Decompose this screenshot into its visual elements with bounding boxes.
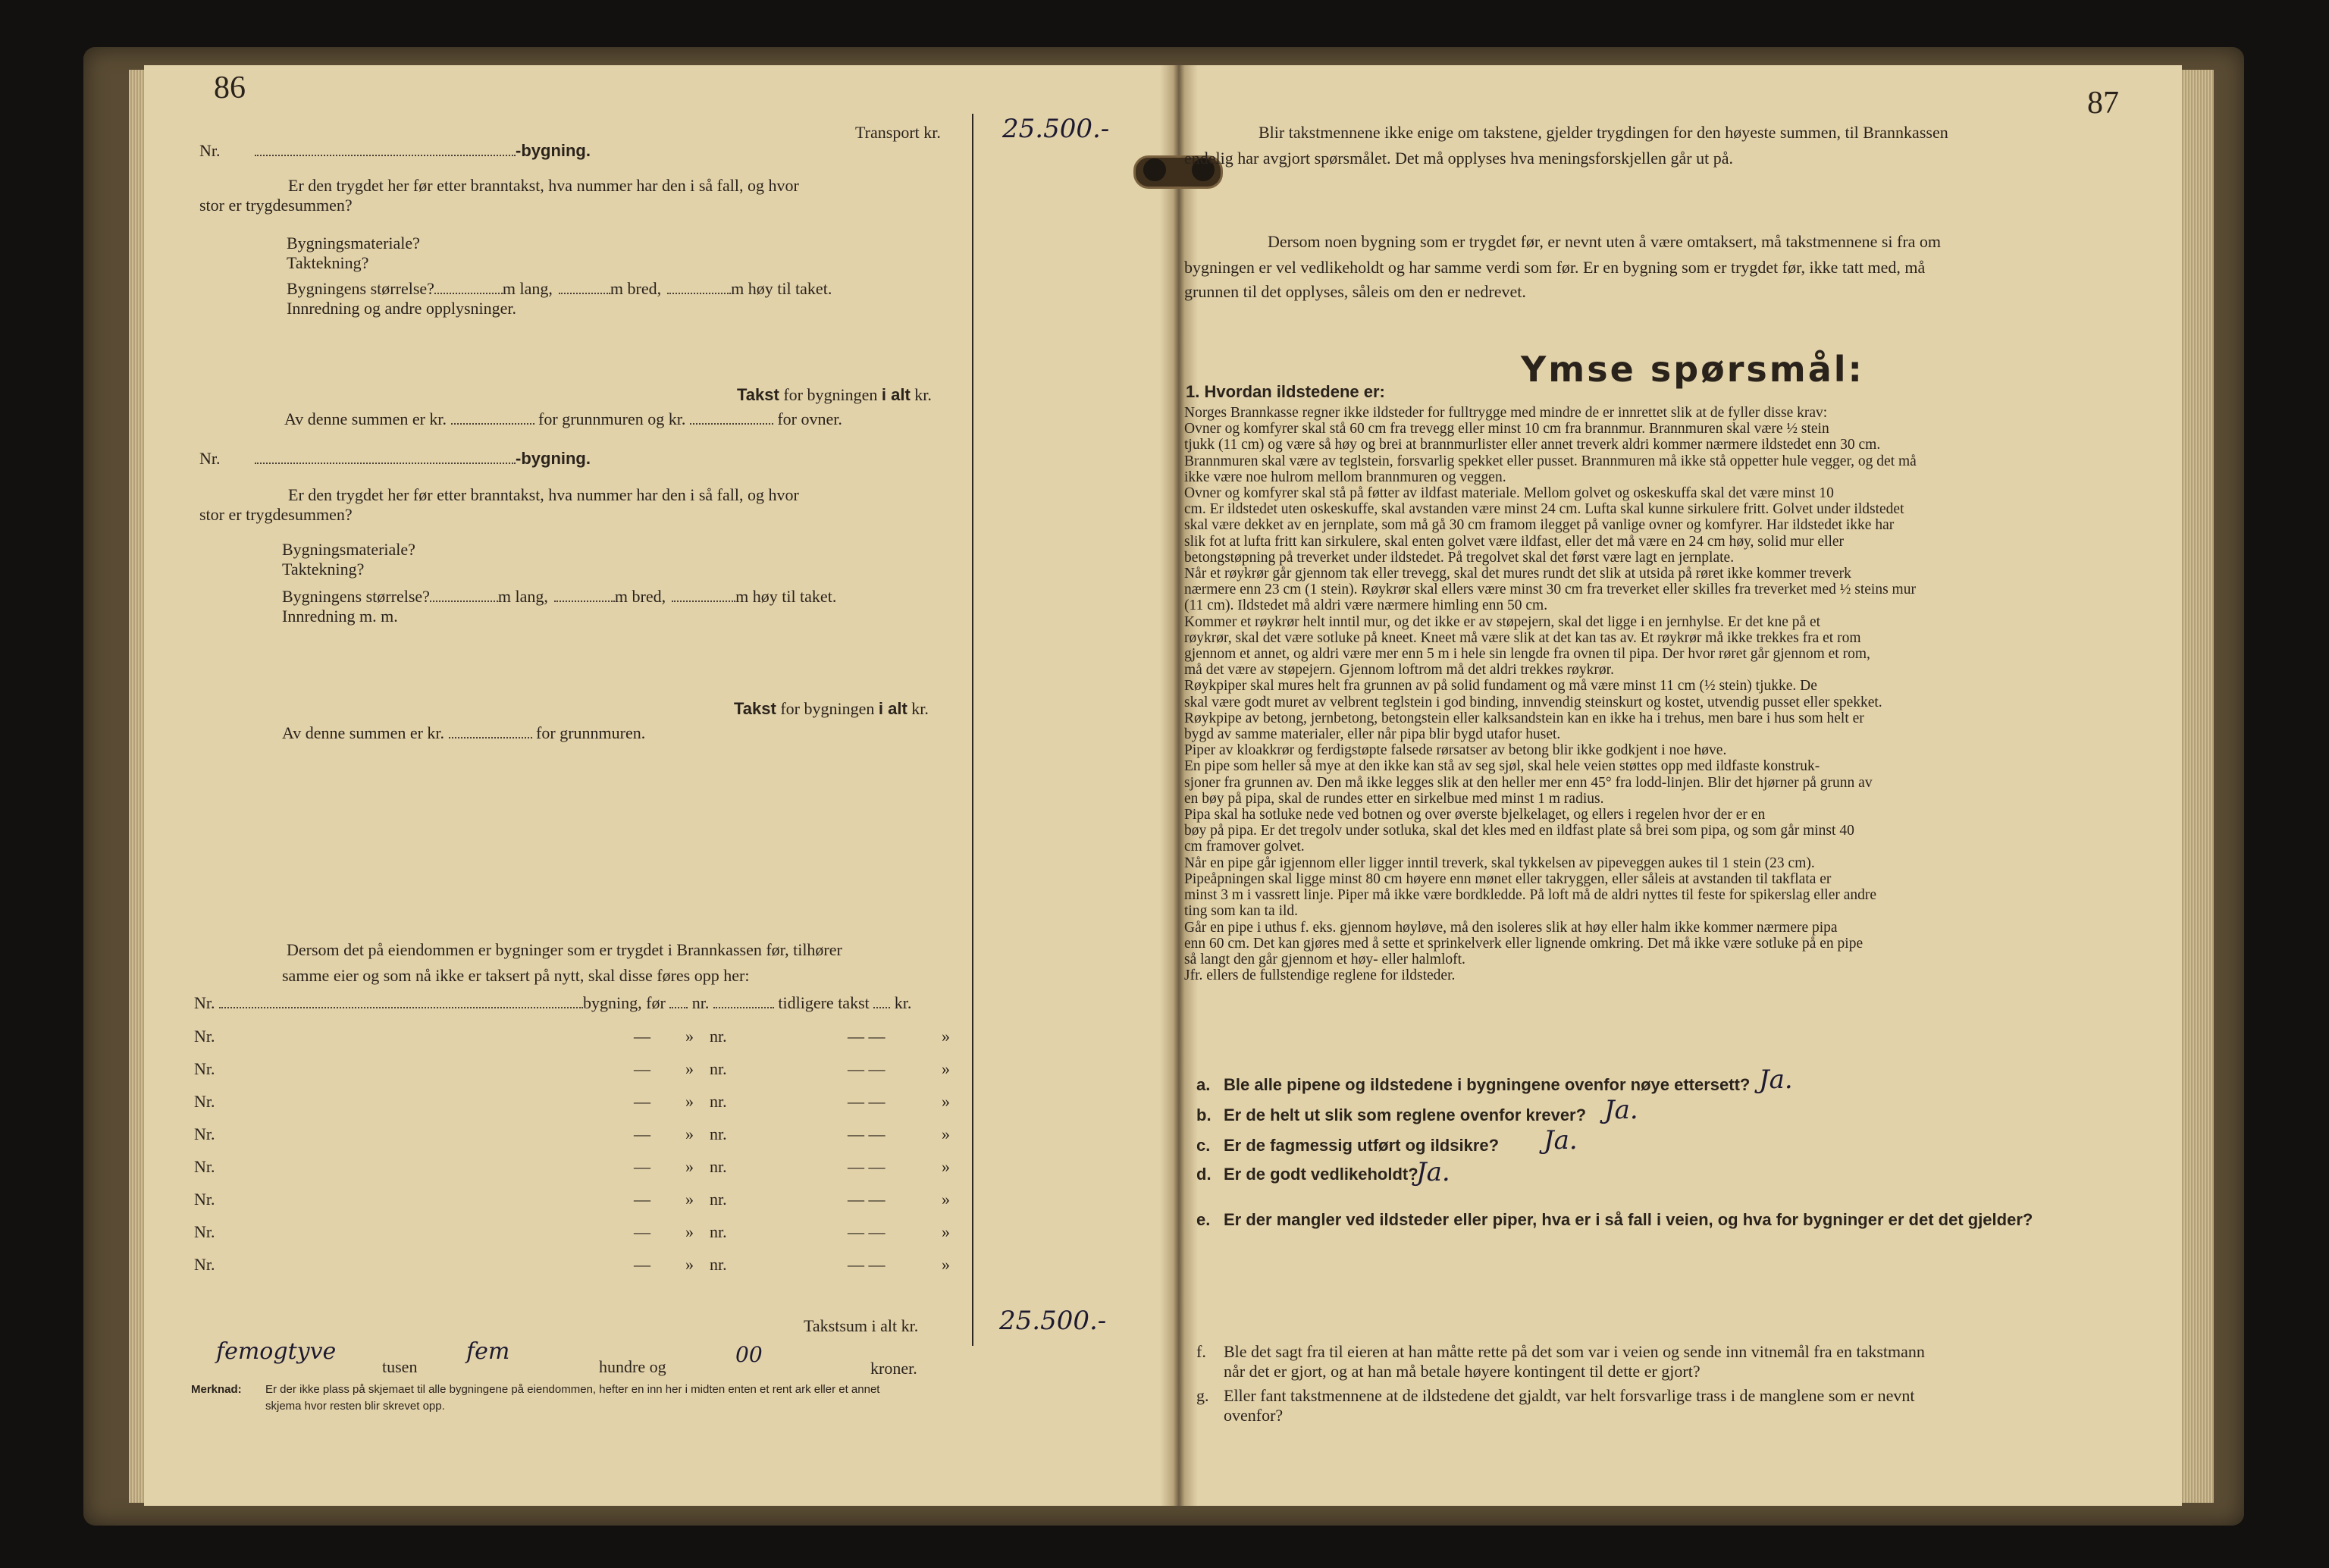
- sum-label: Av denne summen er kr.: [282, 723, 445, 742]
- rule-line: cm framover golvet.: [1184, 839, 1305, 855]
- rule-line: skal være dekket av en jernplate, som må gå 30 cm framom ilegget på vanlige ovner og komfyrer. Har ildstedet ikke har: [1184, 517, 1895, 534]
- rule-line: Piper av kloakkrør og ferdigstøpte falsede rørsatser av betong blir ikke godkjent i noe høve.: [1184, 742, 1727, 759]
- paragraph2: Dersom noen bygning som er trygdet før, er nevnt uten å være omtaksert, må takstmennene si fra om: [1268, 232, 1942, 251]
- intro-text-cont: endelig har avgjort spørsmålet. Det må opplyses hva meningsforskjellen går ut på.: [1184, 149, 1733, 168]
- row-dash-2: — —: [848, 1124, 886, 1143]
- sum-grunnmur: for grunnmuren og kr.: [538, 409, 686, 428]
- row-quote: »: [685, 1255, 694, 1274]
- rule-line: En pipe som heller så mye at den ikke kan stå av seg sjøl, skal hele veien støttes opp med ildfaste konstruk-: [1184, 758, 1820, 775]
- building1-bygning: -bygning.: [516, 141, 591, 160]
- rule-line: gjennom et annet, og aldri være mer enn 5 m i hele sin lengde fra ovnen til pipa. Der hvor røret går gjennom et rom,: [1184, 646, 1870, 663]
- question-g-label: g.: [1196, 1386, 1209, 1405]
- row-nr-label: nr.: [691, 993, 710, 1012]
- question-g-cont: ovenfor?: [1224, 1406, 1284, 1425]
- other-buildings-text-cont: samme eier og som nå ikke er taksert på nytt, skal disse føres opp her:: [282, 966, 750, 985]
- section-heading: Ymse spørsmål:: [1521, 349, 1864, 390]
- row-dash: —: [634, 1255, 650, 1274]
- row-dash: —: [634, 1092, 650, 1111]
- rule-line: betongstøpning på treverket under ildstedet. På tregolvet skal det først være lagt en jernplate.: [1184, 549, 1735, 566]
- merknad-text-cont: skjema hvor resten blir skrevet opp.: [265, 1400, 445, 1413]
- size-length: m lang,: [502, 279, 553, 298]
- size-height: m høy til taket.: [731, 279, 832, 298]
- rule-line: Pipa skal ha sotluke nede ved botnen og over øverste bjelkelaget, og ellers i regelen hvor der er en: [1184, 807, 1766, 823]
- rule-line: (11 cm). Ildstedet må aldri være nærmere himling enn 50 cm.: [1184, 597, 1548, 614]
- takst-word: Takst: [734, 699, 776, 718]
- question-d-label: d.: [1196, 1165, 1212, 1184]
- rule-line: Når et røykrør går gjennom tak eller trevegg, skal det mures rundt det slik at utsida på røret ikke kommer treverk: [1184, 566, 1851, 582]
- rule-line: Røykpipe av betong, jernbetong, betongstein eller kalksandstein kan en ikke ha i trehus, men bare i hus som helt er: [1184, 710, 1864, 726]
- page-number-right: 87: [2087, 86, 2119, 121]
- question-f: Ble det sagt fra til eieren at han måtte rette på det som var i veien og sende inn vitnemål fra en takstmann: [1224, 1342, 1925, 1361]
- row-dash-2: — —: [848, 1157, 886, 1176]
- row-quote: »: [685, 1092, 694, 1111]
- building1-question-cont: stor er trygdesummen?: [199, 196, 353, 215]
- row-dash-2: — —: [848, 1255, 886, 1274]
- row-quote: »: [685, 1190, 694, 1209]
- answer-b-handwritten: Ja.: [1604, 1095, 1638, 1125]
- row-dash: —: [634, 1059, 650, 1078]
- row-quote: »: [685, 1027, 694, 1046]
- rule-line: Går en pipe i uthus f. eks. gjennom høyløve, må den isoleres slik at høy eller halm ikke kommer nærmere pipa: [1184, 919, 1838, 936]
- takst-i-alt: i alt: [878, 699, 907, 718]
- row-nr: Nr.: [194, 1157, 215, 1176]
- fireplace-rules: [1184, 405, 2126, 983]
- takstsum-label: Takstsum i alt kr.: [804, 1316, 919, 1335]
- ore-handwritten: 00: [735, 1342, 763, 1367]
- takstsum-value-handwritten: 25.500.-: [999, 1306, 1107, 1336]
- row-quote: »: [685, 1124, 694, 1143]
- row-dash: —: [634, 1027, 650, 1046]
- question-f-label: f.: [1196, 1342, 1206, 1361]
- building2-sum: [282, 723, 645, 743]
- row-quote: »: [685, 1222, 694, 1241]
- takst-word: Takst: [737, 385, 779, 404]
- row-quote-2: »: [942, 1157, 950, 1176]
- other-buildings-text: Dersom det på eiendommen er bygninger som er trygdet i Brannkassen før, tilhører: [287, 940, 842, 959]
- row-nr: Nr.: [194, 1027, 215, 1046]
- building2-other: Innredning m. m.: [282, 607, 398, 626]
- size-label: Bygningens størrelse?: [287, 279, 434, 298]
- rule-line: Ovner og komfyrer skal stå 60 cm fra trevegg eller minst 10 cm fra brannmur. Brannmuren skal være ½ stein: [1184, 421, 1829, 437]
- building2-name-field: [255, 449, 591, 469]
- row-nr-label: nr.: [710, 1157, 727, 1176]
- building1-question: Er den trygdet her før etter branntakst, hva nummer har den i så fall, og hvor: [288, 176, 799, 195]
- question-b: Er de helt ut slik som reglene ovenfor krever?: [1224, 1105, 1587, 1124]
- building1-nr: Nr.: [199, 141, 221, 160]
- row-quote: »: [685, 1157, 694, 1176]
- question-c-label: c.: [1196, 1136, 1211, 1155]
- question-d: Er de godt vedlikeholdt?: [1224, 1165, 1418, 1184]
- row-quote-2: »: [942, 1255, 950, 1274]
- building1-material: Bygningsmateriale?: [287, 234, 420, 252]
- amount-words-handwritten: femogtyve: [216, 1338, 337, 1365]
- row-dash: —: [634, 1124, 650, 1143]
- row-dash-2: — —: [848, 1092, 886, 1111]
- question-b-label: b.: [1196, 1105, 1212, 1124]
- paragraph2-cont2: grunnen til det opplyses, såleis om den er nedrevet.: [1184, 282, 1526, 301]
- building2-roof: Taktekning?: [282, 560, 365, 579]
- row-dash-2: — —: [848, 1190, 886, 1209]
- row-dash-2: — —: [848, 1222, 886, 1241]
- row-nr-label: nr.: [710, 1059, 727, 1078]
- row-nr: Nr.: [194, 1190, 215, 1209]
- row-dash-2: — —: [848, 1059, 886, 1078]
- transport-label: Transport kr.: [855, 123, 941, 142]
- size-width: m bred,: [610, 279, 662, 298]
- tusen-label: tusen: [382, 1357, 418, 1376]
- question-a: Ble alle pipene og ildstedene i bygningene ovenfor nøye ettersett?: [1224, 1075, 1751, 1094]
- takst-for: for bygningen: [783, 385, 878, 404]
- sum-label: Av denne summen er kr.: [284, 409, 447, 428]
- rule-line: så langt den går gjennom et høy- eller halmloft.: [1184, 951, 1465, 967]
- rule-line: minst 3 m i vassrett linje. Piper må ikke være bordkledde. På loft må de aldri nyttes til feste for spikerslag eller andre: [1184, 887, 1877, 904]
- sum-ovner: for ovner.: [777, 409, 842, 428]
- row-nr-label: nr.: [710, 1124, 727, 1143]
- row-nr: Nr.: [194, 1124, 215, 1143]
- rule-line: en bøy på pipa, skal de rundes etter en sirkelbue med minst 1 m radius.: [1184, 790, 1604, 807]
- page-number-left: 86: [214, 71, 246, 105]
- sum-grunnmur: for grunnmuren.: [536, 723, 646, 742]
- answer-c-handwritten: Ja.: [1544, 1125, 1578, 1156]
- building2-material: Bygningsmateriale?: [282, 540, 415, 559]
- row-quote-2: »: [942, 1092, 950, 1111]
- takst-kr: kr.: [914, 385, 932, 404]
- row-quote-2: »: [942, 1027, 950, 1046]
- transport-value-handwritten: 25.500.-: [1002, 114, 1110, 144]
- row-nr-label: nr.: [710, 1255, 727, 1274]
- building2-question: Er den trygdet her før etter branntakst, hva nummer har den i så fall, og hvor: [288, 485, 799, 504]
- rule-line: ikke være noe hulrom mellom brannmuren og veggen.: [1184, 469, 1506, 485]
- rule-line: cm. Er ildstedet uten oskeskuffe, skal avstanden være minst 24 cm. Lufta skal kunne sirkulere fritt. Golvet under ildstedet: [1184, 501, 1904, 518]
- row-quote-2: »: [942, 1222, 950, 1241]
- table-row-first: [194, 993, 952, 1013]
- answer-d-handwritten: Ja.: [1416, 1157, 1450, 1187]
- size-label: Bygningens størrelse?: [282, 587, 430, 606]
- building2-size: [282, 587, 836, 607]
- row-dash: —: [634, 1222, 650, 1241]
- row-kr: kr.: [894, 993, 912, 1012]
- question-c: Er de fagmessig utført og ildsikre?: [1224, 1136, 1500, 1155]
- size-height: m høy til taket.: [735, 587, 837, 606]
- rule-line: Kommer et røykrør helt inntil mur, og det ikke er av støpejern, skal det ligge i en jernhylse. Er det kne på et: [1184, 613, 1821, 630]
- question-1: 1. Hvordan ildstedene er:: [1186, 382, 1385, 401]
- building2-takst: [734, 699, 929, 719]
- row-nr: Nr.: [194, 1092, 215, 1111]
- page-edges-right: [2180, 70, 2214, 1503]
- size-width: m bred,: [614, 587, 666, 606]
- merknad-text: Er der ikke plass på skjemaet til alle bygningene på eiendommen, hefter en inn her i midten enten et rent ark eller et annet: [265, 1383, 880, 1396]
- row-nr: Nr.: [194, 1255, 215, 1274]
- building1-roof: Taktekning?: [287, 253, 369, 272]
- row-quote-2: »: [942, 1190, 950, 1209]
- size-length: m lang,: [497, 587, 548, 606]
- building1-takst: [737, 385, 932, 405]
- row-dash: —: [634, 1190, 650, 1209]
- row-nr-label: nr.: [710, 1027, 727, 1046]
- rule-line: Jfr. ellers de fullstendige reglene for ildsteder.: [1184, 967, 1456, 984]
- answer-a-handwritten: Ja.: [1759, 1065, 1793, 1095]
- row-bygning: bygning, før: [583, 993, 666, 1012]
- rule-line: sjoner fra grunnen av. Den må ikke legges slik at den heller mer enn 45° fra lodd-linjen. Blir det hjørner på grunn av: [1184, 774, 1873, 791]
- kroner-label: kroner.: [870, 1359, 917, 1378]
- building2-bygning: -bygning.: [516, 449, 591, 468]
- rule-line: skal være godt muret av velbrent teglstein i god binding, innvendig steinskurt og kostet, utvendig pusset eller spekket.: [1184, 694, 1882, 710]
- takst-kr: kr.: [911, 699, 929, 718]
- row-quote: »: [685, 1059, 694, 1078]
- paragraph2-cont1: bygningen er vel vedlikeholdt og har samme verdi som før. Er en bygning som er trygdet før, ikke tatt med, må: [1184, 258, 1926, 277]
- question-e-label: e.: [1196, 1210, 1211, 1229]
- rule-line: enn 60 cm. Det kan gjøres med å sette et sprinkelverk eller lignende omkring. Det må ikke være sotluke på en pipe: [1184, 935, 1864, 952]
- page-edges-left: [129, 70, 146, 1503]
- rule-line: Norges Brannkasse regner ikke ildsteder for fulltrygge med mindre de er innrettet slik at de fyller disse krav:: [1184, 405, 1828, 421]
- building1-size: [287, 279, 832, 299]
- building1-name-field: [255, 141, 591, 161]
- rule-line: Brannmuren skal være av teglstein, forsvarlig spekket eller pusset. Brannmuren må ikke stå oppetter hule vegger, og det må: [1184, 453, 1917, 469]
- row-dash: —: [634, 1157, 650, 1176]
- rule-line: bygd av samme materialer, eller når pipa blir bygd utafor huset.: [1184, 726, 1561, 743]
- rule-line: Pipeåpningen skal ligge minst 80 cm høyere enn mønet eller takryggen, eller såleis at avstanden til takflata er: [1184, 870, 1832, 887]
- hundre-handwritten: fem: [466, 1338, 510, 1365]
- rule-line: nærmere enn 23 cm (1 stein). Røykrør skal ellers være minst 30 cm fra treverket eller skilles fra treverket med ½ steins mur: [1184, 582, 1916, 598]
- merknad-label: Merknad:: [191, 1383, 242, 1396]
- row-nr: Nr.: [194, 993, 215, 1012]
- takst-for: for bygningen: [780, 699, 875, 718]
- rule-line: slik fot at lufta fritt kan sirkulere, skal enten golvet være ildfast, eller det må være en 24 cm høy, solid mur eller: [1184, 533, 1845, 550]
- question-e: Er der mangler ved ildsteder eller piper, hva er i så fall i veien, og hva for bygninger er det det gjelder?: [1224, 1210, 2033, 1229]
- row-nr: Nr.: [194, 1059, 215, 1078]
- building1-other: Innredning og andre opplysninger.: [287, 299, 517, 318]
- row-nr-label: nr.: [710, 1190, 727, 1209]
- row-dash-2: — —: [848, 1027, 886, 1046]
- hundre-label: hundre og: [599, 1357, 666, 1376]
- amount-column-line: [972, 114, 973, 1346]
- rule-line: Røykpiper skal mures helt fra grunnen av på solid fundament og må være minst 11 cm (½ stein) tjukke. De: [1184, 678, 1817, 695]
- rule-line: ting som kan ta ild.: [1184, 903, 1299, 920]
- question-g: Eller fant takstmennene at de ildstedene det gjaldt, var helt forsvarlige trass i de manglene som er nevnt: [1224, 1386, 1915, 1405]
- question-f-cont: når det er gjort, og at han må betale høyere kontingent til dette er gjort?: [1224, 1362, 1701, 1381]
- rule-line: bøy på pipa. Er det tregolv under sotluka, skal det kles med en ildfast plate så brei som pipa, og som går minst 40: [1184, 823, 1854, 839]
- row-quote-2: »: [942, 1124, 950, 1143]
- takst-i-alt: i alt: [881, 385, 911, 404]
- rule-line: må det være av støpejern. Gjennom loftrom må det aldri trekkes røykrør.: [1184, 662, 1614, 679]
- question-a-label: a.: [1196, 1075, 1211, 1094]
- row-nr-label: nr.: [710, 1092, 727, 1111]
- rule-line: Ovner og komfyrer skal stå på føtter av ildfast materiale. Mellom golvet og oskeskuffa skal det være minst 10: [1184, 485, 1834, 502]
- rule-line: Når en pipe går igjennom eller ligger inntil treverk, skal tykkelsen av pipeveggen aukes til 1 stein (23 cm).: [1184, 855, 1815, 871]
- intro-text: Blir takstmennene ikke enige om takstene, gjelder trygdingen for den høyeste summen, til Brannkassen: [1259, 123, 1948, 142]
- building2-question-cont: stor er trygdesummen?: [199, 505, 353, 524]
- binding-hole-left: [1143, 158, 1166, 181]
- building2-nr: Nr.: [199, 449, 221, 468]
- row-nr: Nr.: [194, 1222, 215, 1241]
- row-tidligere: tidligere takst: [778, 993, 870, 1012]
- building1-sum: [284, 409, 842, 429]
- row-nr-label: nr.: [710, 1222, 727, 1241]
- rule-line: røykrør, skal det være sotluke på kneet. Kneet må være slik at det kan tas av. Et røykrør må ikke trekkes fra et rom: [1184, 629, 1861, 646]
- row-quote-2: »: [942, 1059, 950, 1078]
- rule-line: tjukk (11 cm) og være så høy og brei at brannmurlister eller annet treverk aldri kommer nærmere ildstedet enn 30 cm.: [1184, 437, 1881, 453]
